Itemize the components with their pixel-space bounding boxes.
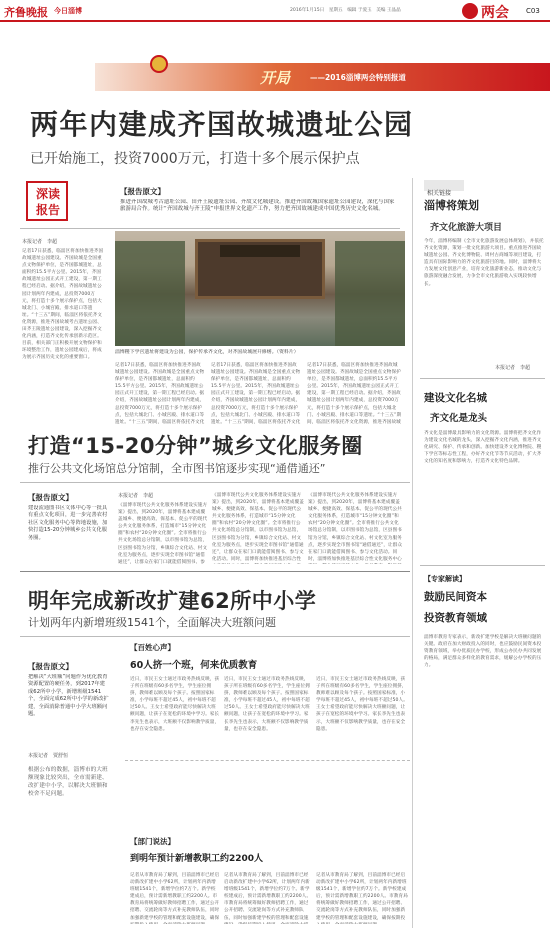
- topic1-body-col3: 近日，市民王女士通过市政务热线反映，孩子所在班级有60多名学生，学生座位拥挤，教师难以顾及每个孩子。按照国家标准，小学每班不超过45人，初中每班不超过50人。王女士希望政府能尽快解决大班额问题，让孩子在宽松的环境中学习。家长李先生也表示，大班额不仅影响教学质量，也存在安全隐患。: [316, 677, 408, 732]
- story2-report-label: 【报告原文】: [28, 493, 73, 502]
- story2-rule: [20, 482, 410, 483]
- story1-headline: 两年内建成齐国故城遗址公园: [30, 108, 414, 141]
- section-logo: 今日淄博: [54, 7, 82, 15]
- story1-byline: 本报记者 李超: [22, 239, 58, 245]
- story1-body-col4: 记者17日获悉，临淄区将加快推进齐国故城遗址公园建设。齐国故城是全国重点文物保护单位，是齐国都城遗址，总面积约15.5平方公里。2015年，齐国故城遗址公园正式开工建设，第一期工程已经启动。据介绍，齐国故城遗址公园计划两年内建成，总投资7000万元，将打造十多个展示保护点，包括大城北门、小城宫殿、排水道口等遗址。“十三五”期间，临淄区将依托齐文化资源，推进齐国故城: [307, 363, 402, 424]
- story3-left-body: 根据公布的数据，淄博市的大班额现象比较突出，全市需新建、改扩建中小学，以解决大班额和校舍不足问题。: [28, 767, 108, 797]
- story3-rule: [20, 636, 410, 637]
- story1-subhead: 已开始施工，投资7000万元，打造十多个展示保护点: [30, 151, 360, 167]
- story2-subhead: 推行公共文化场馆总分馆制，全市图书馆逐步实现“通借通还”: [28, 462, 326, 475]
- newspaper-logo: 齐鲁晚报: [4, 6, 48, 19]
- photo-plaque: [220, 245, 300, 257]
- topic1-body-col2: 近日，市民王女士通过市政务热线反映，孩子所在班级有60多名学生，学生座位拥挤，教师难以顾及每个孩子。按照国家标准，小学每班不超过45人，初中每班不超过50人。王女士希望政府能尽快解决大班额问题，让孩子在宽松的环境中学习。家长李先生也表示，大班额不仅影响教学质量，也存在安全隐患。: [224, 677, 310, 732]
- story1-body-col2: 记者17日获悉，临淄区将加快推进齐国故城遗址公园建设。齐国故城是全国重点文物保护单位，是齐国都城遗址，总面积约15.5平方公里。2015年，齐国故城遗址公园正式开工建设，第一期工程已经启动。据介绍，齐国故城遗址公园计划两年内建成，总投资7000万元，将打造十多个展示保护点，包括大城北门、小城宫殿、排水道口等遗址。“十三五”期间，临淄区将依托齐文化: [115, 363, 205, 424]
- topic2-label: 【部门说法】: [130, 837, 175, 846]
- related-headline-2: 齐文化旅游大项目: [430, 223, 503, 233]
- story3-top-rule: [20, 571, 410, 572]
- sidebar-divider: [412, 178, 413, 928]
- story3-byline: 本报记者 贾舒恒: [28, 753, 69, 759]
- banner-subtitle: ——2016淄博两会特别报道: [310, 73, 406, 82]
- story2-body-col2: 《淄博市现代公共文化服务体系建设实施方案》提出，到2020年，淄博将基本建成覆盖城乡、便捷高效、保基本、促公平的现代公共文化服务体系，打造城市“15分钟文化圈”和农村“20分钟文化圈”。全市将推行公共文化场馆总分馆制，以市图书馆为总馆，区县图书馆为分馆，乡镇综合文化站、村文化室为服务点，逐步实现全市图书馆“通借通还”，让群众在家门口就能借阅图书、参与文化活动。同时，淄博将加快推进基层综合性: [212, 493, 304, 562]
- topic2-rule: [125, 760, 410, 761]
- banner-emblem: [150, 55, 168, 73]
- related-label: [424, 180, 464, 197]
- side2-headline-2: 齐文化是龙头: [430, 413, 488, 424]
- topic2-body-col1: 记者从市教育局了解到，目前淄博市已经启动新改扩建中小学62所，计划两年内新增班级1541个，新增学位约7万个。新学校建成后，预计需新增教职工约2200人。市教育局将统筹做好教师招聘工作，通过公开招聘、交流轮岗等方式补充教师队伍，同时加强新建学校的管理和配套设施建设，确保: [130, 873, 220, 921]
- story3-subhead: 计划两年内新增班级1541个，全面解决大班额问题: [28, 616, 276, 629]
- section-badge: [462, 3, 478, 19]
- side3-label: 【专家解读】: [424, 575, 466, 583]
- issue-meta: 2016年1月15日 星期五 编辑 于爱玉 美编 王晶晶: [290, 8, 401, 13]
- masthead: [0, 0, 550, 22]
- story2-body-col1: 《淄博市现代公共文化服务体系建设实施方案》提出，到2020年，淄博将基本建成覆盖城乡、便捷高效、保基本、促公平的现代公共文化服务体系，打造城市“15分钟文化圈”和农村“20分钟文化圈”。全市将推行公共文化场馆总分馆制，以市图书馆为总馆，区县图书馆为分馆，乡镇综合文化站、村文化室为服务点，逐步实现全市图书馆“通借通还”，让群众在家门口就能借阅图书、参: [118, 503, 208, 564]
- story1-body-col3: 记者17日获悉，临淄区将加快推进齐国故城遗址公园建设。齐国故城是全国重点文物保护单位，是齐国都城遗址，总面积约15.5平方公里。2015年，齐国故城遗址公园正式开工建设，第一期工程已经启动。据介绍，齐国故城遗址公园计划两年内建成，总投资7000万元，将打造十多个展示保护点，包括大城北门、小城宫殿、排水道口等遗址。“十三五”期间，临淄区将依托齐文化: [211, 363, 301, 424]
- topic1-body-col1: 近日，市民王女士通过市政务热线反映，孩子所在班级有60多名学生，学生座位拥挤，教师难以顾及每个孩子。按照国家标准，小学每班不超过45人，初中每班不超过50人。王女士希望政府能尽快解决大班额问题，让孩子在宽松的环境中学习。家长李先生也表示，大班额不仅影响教学质量，也存在安全隐患。: [130, 677, 220, 732]
- side2-headline-1: 建设文化名城: [424, 392, 487, 404]
- topic2-body-col3: 记者从市教育局了解到，目前淄博市已经启动新改扩建中小学62所，计划两年内新增班级1541个，新增学位约7万个。新学校建成后，预计需新增教职工约2200人。市教育局将统筹做好教师招聘工作，通过公开招聘、交流轮岗等方式补充教师队伍，同时加强新建学校的管理和配套设施建设，确保按期投: [316, 873, 408, 921]
- side3-body: 淄博市教育专家表示，新改扩建学校是解决大班额问题的关键。政府在加大财政投入的同时，也应鼓励民间资本投资教育领域，举办优质民办学校，形成公办民办共同发展的格局，满足群众多样化的教育需求，缓解公办学校的压力。: [424, 635, 542, 669]
- related-byline: 本报记者 李超: [495, 365, 531, 371]
- side2-body: 齐文化是淄博最具影响力的文化资源。淄博将把齐文化作为建设文化名城的龙头，深入挖掘齐文化内涵，推进齐文化研究、保护、传承和创新。加快建设齐文化博物院、稷下学宫等标志性工程，办好齐文化节等节庆活动，扩大齐文化的知名度和影响力，打造齐文化特色品牌。: [424, 431, 542, 465]
- photo-trees-right: [335, 241, 405, 346]
- sidebar-rule-2: [420, 565, 545, 566]
- sidebar-rule-1: [420, 378, 545, 379]
- story1-report-label: 【报告原文】: [120, 187, 165, 196]
- story3-headline: 明年完成新改扩建62所中小学: [28, 589, 317, 613]
- side3-headline-1: 鼓励民间资本: [424, 591, 487, 603]
- photo-trees-left: [115, 241, 185, 346]
- deep-read-badge-text: 深读报告: [35, 187, 60, 217]
- story1-rule: [20, 228, 400, 229]
- story2-report-text: 建设流通图书区文体中心等一批具有重点文化项目，进一步完善农村社区文化服务中心等阵地设施，加快打造15-20分钟城乡公共文化服务圈。: [28, 505, 108, 541]
- topic2-title: 到明年预计新增教职工约2200人: [130, 854, 264, 864]
- topic2-body-col2: 记者从市教育局了解到，目前淄博市已经启动新改扩建中小学62所，计划两年内新增班级1541个，新增学位约7万个。新学校建成后，预计需新增教职工约2200人。市教育局将统筹做好教师招聘工作，通过公开招聘、交流轮岗等方式补充教师队伍，同时加强新建学校的管理和配套设施: [224, 873, 312, 921]
- story3-report-label: 【报告原文】: [28, 662, 73, 671]
- story2-byline: 本报记者 李超: [118, 493, 154, 499]
- banner-slogan: 开局: [260, 69, 291, 87]
- special-report-banner: [95, 63, 550, 91]
- related-label-text: 相关链接: [427, 190, 452, 197]
- deep-read-badge: [26, 181, 68, 221]
- side3-headline-2: 投资教育领域: [424, 612, 487, 624]
- story3-report-text: 把解决“大班额”问题作为优化教育资源配置的硬任务，到2017年建成62所中小学，新增班级1541个，全面完成62所中小学的新改扩建，全面消除普通中小学大班额问题。: [28, 674, 109, 718]
- story1-photo-caption: 淄博稷下学宫遗址将建设为公园，保护传承齐文化，对齐国故城展开修缮。（资料片）: [115, 350, 299, 355]
- story2-headline: 打造“15-20分钟”城乡文化服务圈: [28, 434, 363, 458]
- page-number: C03: [526, 7, 540, 15]
- topic1-title: 60人挤一个班，何来优质教育: [130, 660, 258, 671]
- story1-body-col1: 记者17日获悉，临淄区将加快推进齐国故城遗址公园建设。齐国故城是全国重点文物保护单位，是齐国都城遗址，总面积约15.5平方公里。2015年，齐国故城遗址公园正式开工建设，第一期工程已经启动。据介绍，齐国故城遗址公园计划两年内建成，总投资7000万元，将打造十多个展示保护点，包括大城北门、小城宫殿、排水道口等遗址。“十三五”期间，临淄区将依托齐文化资源，推进齐国故城考古遗址公园、田齐王陵遗址公园建设，深入挖掘齐文化内涵，打造齐文化传承创新示范区。目前，相关部门正积极开展文物保护和环境整治工作，遗址公园建成后，将成为展示齐国历史文化的重要窗口。: [22, 249, 104, 361]
- story1-report-text: 推进齐国故城考古遗址公园、田齐王陵遗址公园、齐故文化城建设。推进齐国故城国家遗址公园建设，深化与国家旅游局合作。统计“齐国故城与齐王陵”申报世界文化遗产工作，努力把齐国故城建成中国优秀历史文化名城。: [120, 199, 395, 213]
- related-body: 今年，淄博将编制《全市文化旅游发展总体规划》，并依托齐文化资源，策划一批文化旅游大项目。重点推进齐国故城遗址公园、齐文化博物院、周村古商城等项目建设，打造具有国际影响力的齐文化旅游目的地。同时，淄博将大力发展文化创意产业，培育文化旅游新业态，推动文化与旅游深度融合发展，力争全市文化旅游收入实现较快增长。: [424, 239, 544, 287]
- story2-body-col3: 《淄博市现代公共文化服务体系建设实施方案》提出，到2020年，淄博将基本建成覆盖城乡、便捷高效、保基本、促公平的现代公共文化服务体系，打造城市“15分钟文化圈”和农村“20分钟文化圈”。全市将推行公共文化场馆总分馆制，以市图书馆为总馆，区县图书馆为分馆，乡镇综合文化站、村文化室为服务点，逐步实现全市图书馆“通借通还”，让群众在家门口就能借阅图书、参与文化活动。同时，淄博将加快推进基层综合性文化服务中心: [308, 493, 403, 562]
- topic1-label: 【百姓心声】: [130, 643, 175, 652]
- section-title: 两会: [481, 5, 509, 21]
- related-headline-1: 淄博将策划: [424, 199, 479, 212]
- story1-photo: [115, 231, 405, 346]
